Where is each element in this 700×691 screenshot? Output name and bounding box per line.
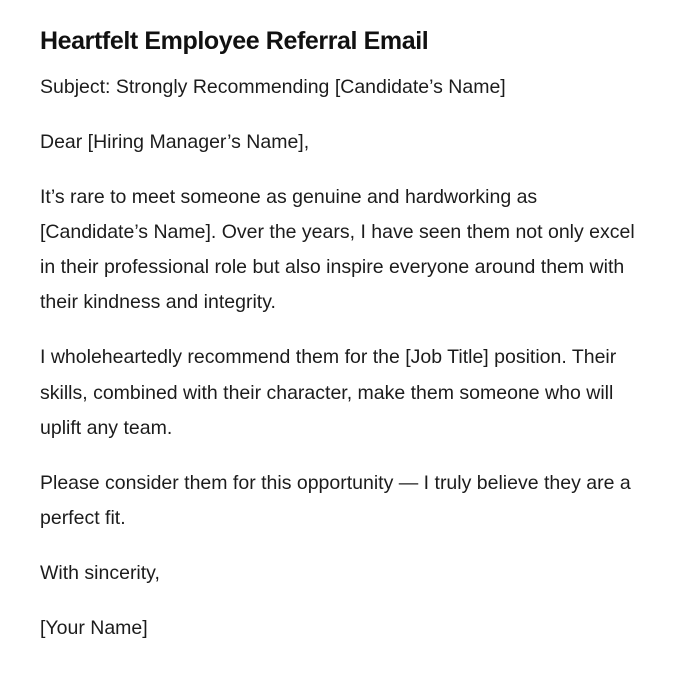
body-paragraph-2: I wholeheartedly recommend them for the [Job Title] position. Their skills, combined with their character, make them someone who will uplift any team. xyxy=(40,346,617,439)
email-closing: With sincerity, xyxy=(40,561,160,584)
document-title: Heartfelt Employee Referral Email xyxy=(40,27,429,55)
body-paragraph-3: Please consider them for this opportunity — I truly believe they are a perfect fit. xyxy=(40,471,631,529)
email-greeting: Dear [Hiring Manager’s Name], xyxy=(40,130,310,153)
body-paragraph-1: It’s rare to meet someone as genuine and hardworking as [Candidate’s Name]. Over the years, I have seen them not only excel in their professional role but also inspire everyone around them with their kindness and integrity. xyxy=(40,185,635,314)
email-signature: [Your Name] xyxy=(40,616,148,639)
email-document xyxy=(40,26,650,665)
email-subject: Subject: Strongly Recommending [Candidate’s Name] xyxy=(40,76,506,98)
